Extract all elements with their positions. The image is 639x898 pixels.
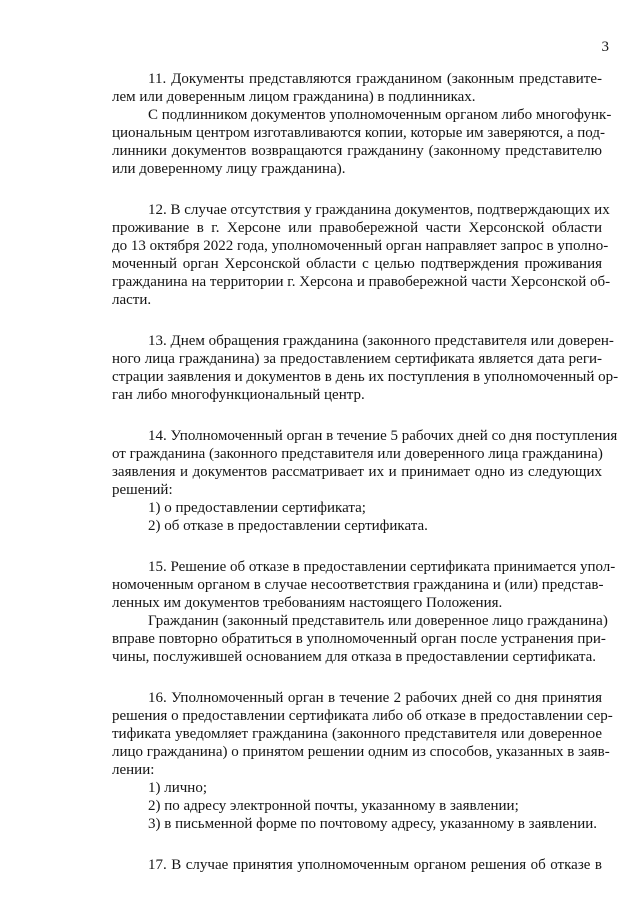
paragraph	[112, 558, 616, 612]
text-line: проживание в г. Херсоне или правобережной части Херсонской области	[112, 220, 602, 236]
text-line: 17. В случае принятия уполномоченным органом решения об отказе в	[148, 857, 602, 873]
document-section	[112, 201, 611, 309]
text-line: ного лица гражданина) за предоставлением сертификата является дата реги-	[112, 351, 602, 367]
list-item	[112, 779, 602, 797]
text-line: чины, послужившей основанием для отказа в предоставлении сертификата.	[112, 649, 597, 665]
text-line: ленных им документов требованиям настоящего Положения.	[112, 595, 503, 611]
text-line: решения о предоставлении сертификата либо об отказе в предоставлении сер-	[112, 708, 613, 724]
text-line: ган либо многофункциональный центр.	[112, 387, 365, 403]
list-item	[112, 815, 602, 833]
text-line: 13. Днем обращения гражданина (законного представителя или доверен-	[148, 333, 614, 349]
document-section	[112, 427, 618, 535]
paragraph	[112, 612, 608, 666]
paragraph	[112, 427, 618, 499]
text-line: лицо гражданина) о принятом решении одним из способов, указанных в заяв-	[112, 744, 610, 760]
paragraph	[112, 70, 602, 106]
text-line: циональным центром изготавливаются копии, которые им заверяются, а под-	[112, 125, 605, 141]
text-line: 2) по адресу электронной почты, указанному в заявлении;	[148, 798, 519, 814]
text-line: 1) лично;	[148, 780, 207, 796]
text-line: С подлинником документов уполномоченным органом либо многофунк-	[148, 107, 612, 123]
paragraph	[112, 106, 612, 178]
text-line: до 13 октября 2022 года, уполномоченный орган направляет запрос в уполно-	[112, 238, 609, 254]
text-line: 12. В случае отсутствия у гражданина документов, подтверждающих их	[148, 202, 610, 218]
text-line: лении:	[112, 762, 155, 778]
text-line: гражданина на территории г. Херсона и правобережной части Херсонской об-	[112, 274, 611, 290]
text-line: вправе повторно обратиться в уполномоченный орган после устранения при-	[112, 631, 606, 647]
document-section	[112, 689, 613, 833]
paragraph	[112, 689, 613, 779]
list-item	[112, 499, 602, 517]
text-line: линники документов возвращаются гражданину (законному представителю	[112, 143, 602, 159]
text-line: решений:	[112, 482, 173, 498]
document-section	[112, 558, 616, 666]
document-section	[112, 856, 602, 874]
list-item	[112, 797, 602, 815]
text-line: 15. Решение об отказе в предоставлении сертификата принимается упол-	[148, 559, 616, 575]
text-line: номоченным органом в случае несоответствия гражданина и (или) представ-	[112, 577, 604, 593]
text-line: заявления и документов рассматривает их и принимает одно из следующих	[112, 464, 602, 480]
page-number: 3	[601, 39, 609, 55]
text-line: лем или доверенным лицом гражданина) в подлинниках.	[112, 89, 476, 105]
text-line: 11. Документы представляются гражданином (законным представите-	[148, 71, 602, 87]
text-line: 3) в письменной форме по почтовому адресу, указанному в заявлении.	[148, 816, 598, 832]
text-line: ласти.	[112, 292, 152, 308]
text-line: или доверенному лицу гражданина).	[112, 161, 346, 177]
document-body	[112, 70, 619, 897]
text-line: страции заявления и документов в день их поступления в уполномоченный ор-	[112, 369, 619, 385]
document-section	[112, 332, 619, 404]
paragraph	[112, 201, 611, 309]
text-line: 14. Уполномоченный орган в течение 5 рабочих дней со дня поступления	[148, 428, 618, 444]
text-line: Гражданин (законный представитель или доверенное лицо гражданина)	[148, 613, 608, 629]
text-line: 2) об отказе в предоставлении сертификата.	[148, 518, 428, 534]
list-item	[112, 517, 602, 535]
text-line: 1) о предоставлении сертификата;	[148, 500, 366, 516]
text-line: 16. Уполномоченный орган в течение 2 рабочих дней со дня принятия	[148, 690, 602, 706]
text-line: от гражданина (законного представителя или доверенного лица гражданина)	[112, 446, 603, 462]
text-line: тификата уведомляет гражданина (законного представителя или доверенное	[112, 726, 602, 742]
text-line: моченный орган Херсонской области с целью подтверждения проживания	[112, 256, 602, 272]
paragraph	[112, 332, 619, 404]
document-section	[112, 70, 612, 178]
paragraph	[112, 856, 602, 874]
